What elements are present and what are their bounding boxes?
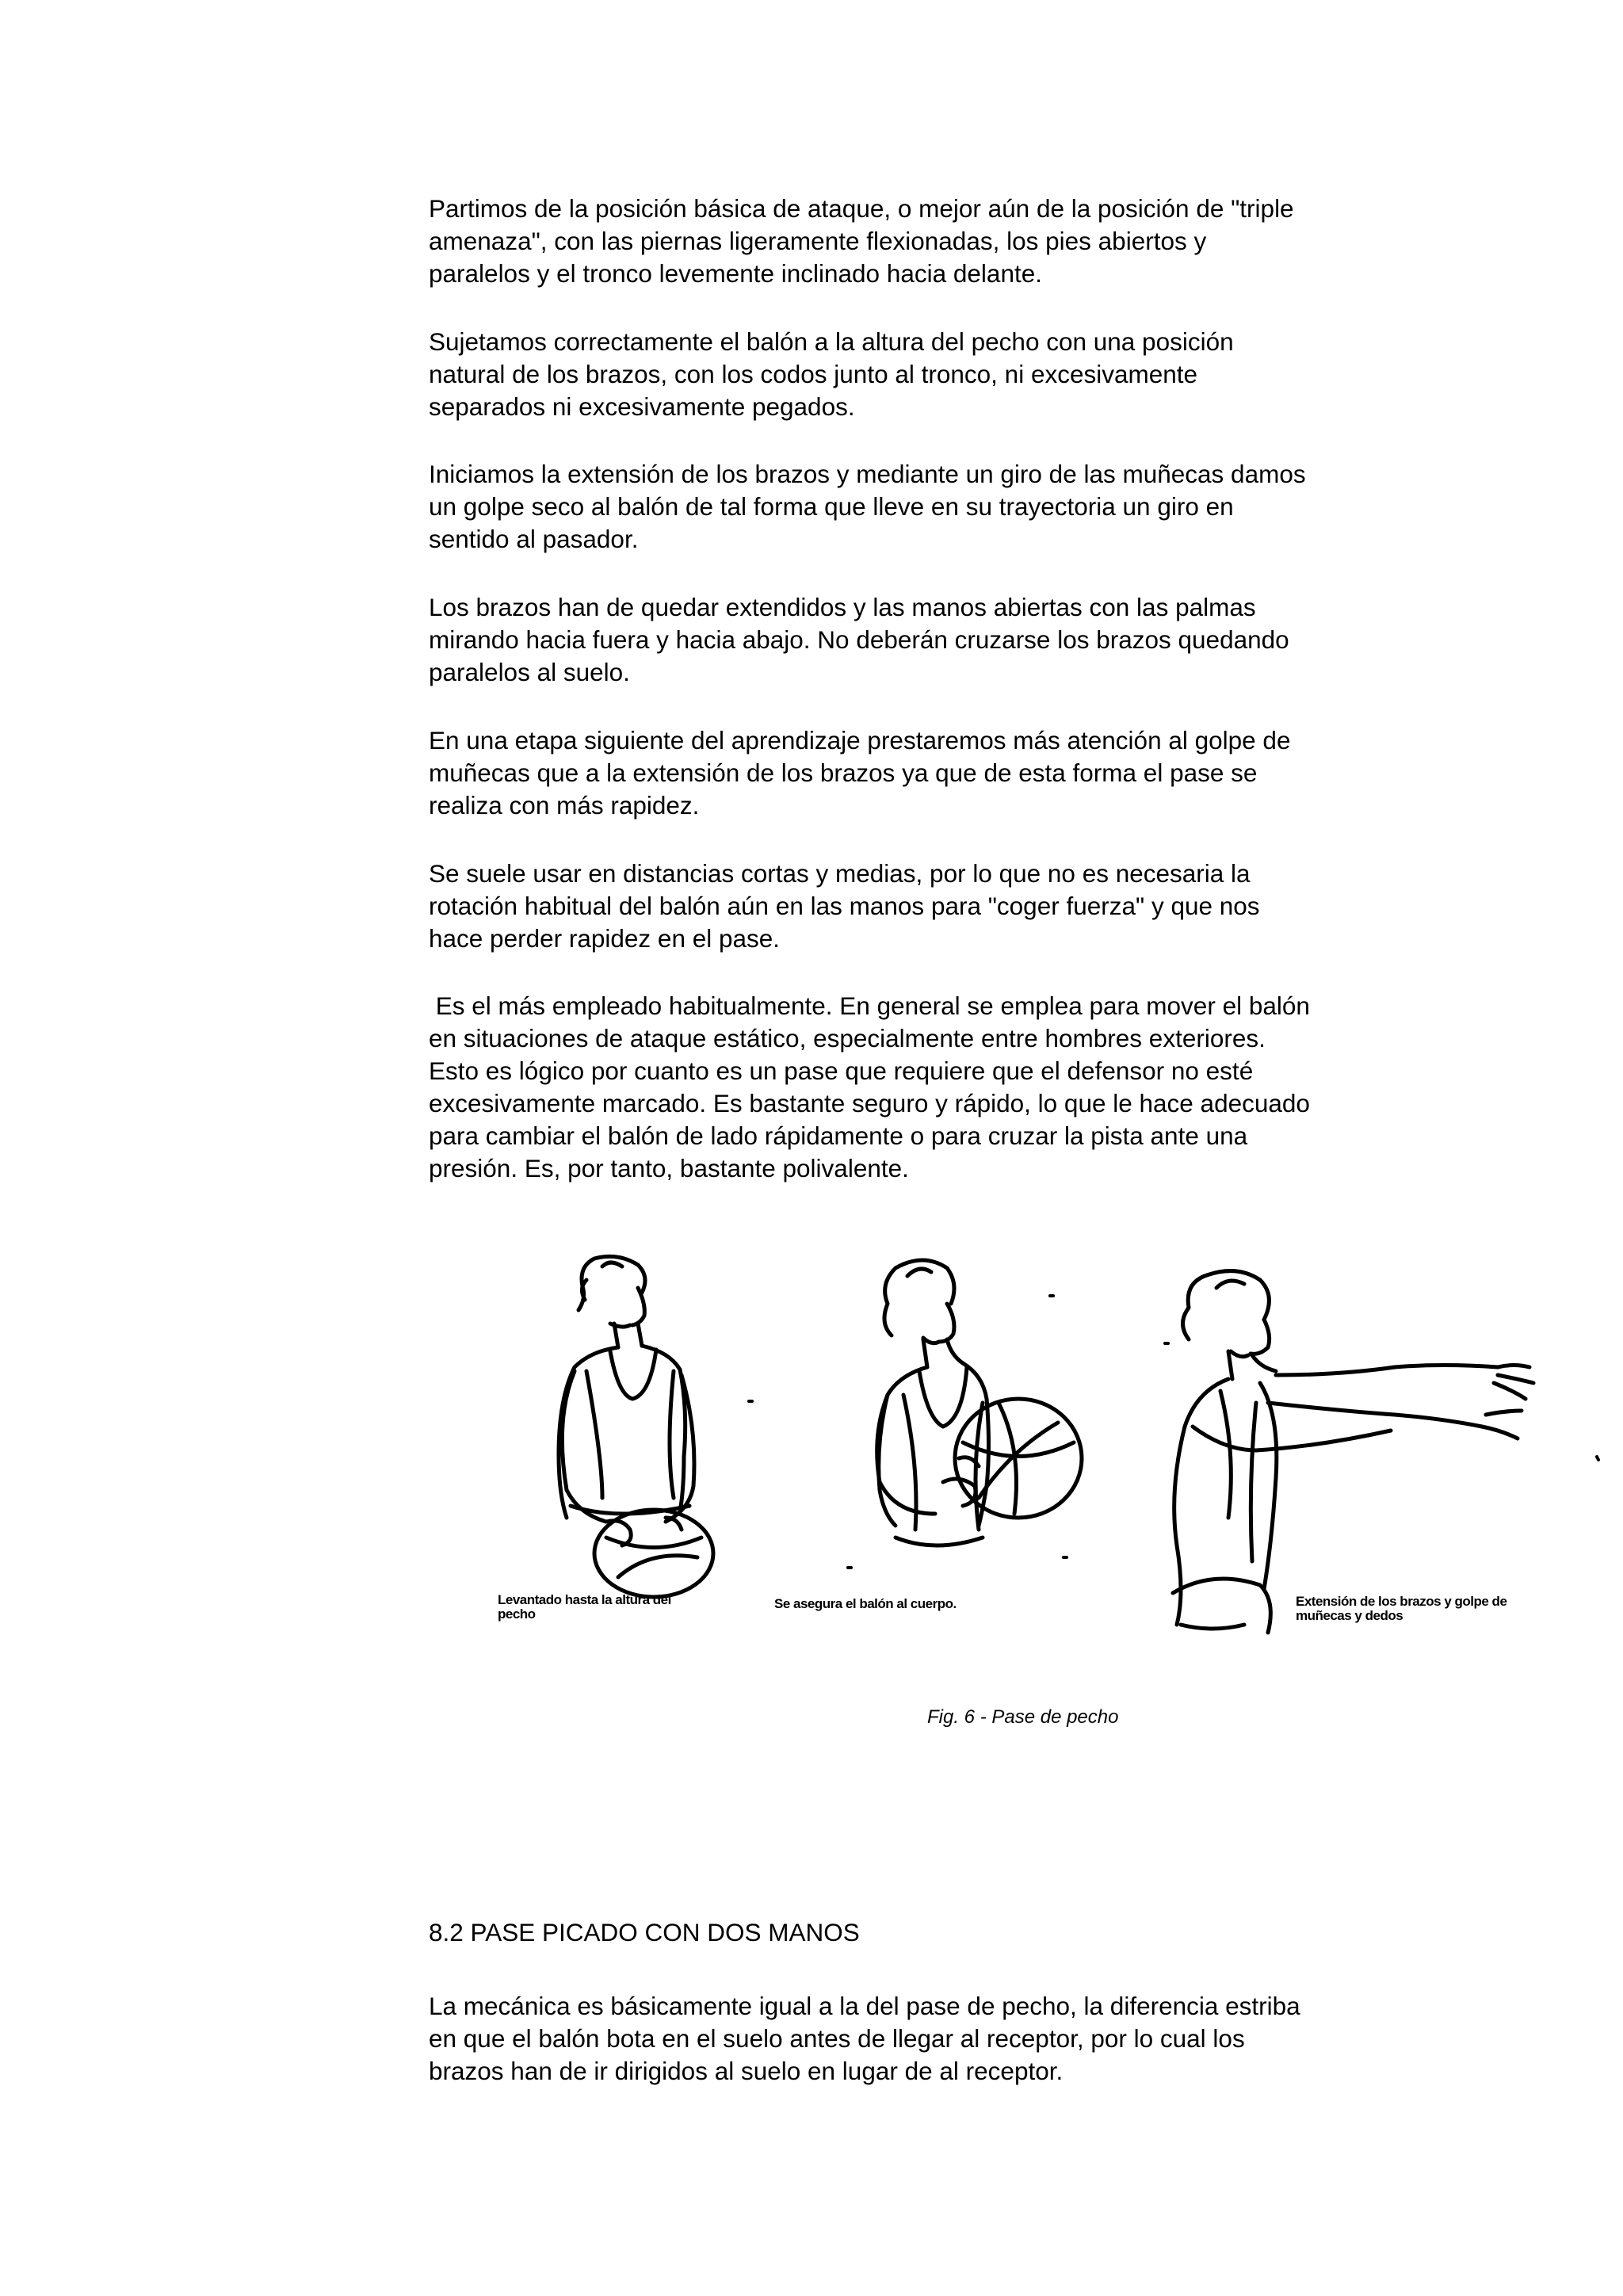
paragraph-triple-threat: Partimos de la posición básica de ataque, o mejor aún de la posición de "triple amenaza", con las piernas ligeramente flexionadas, los pies abiertos y paralelos y el tronco levemente inclinado hacia delante. — [429, 194, 1294, 288]
player-lifting-ball-drawing — [559, 1256, 713, 1597]
figure-label-extension: Extensión de los brazos y golpe de muñecas y dedos — [1296, 1594, 1507, 1623]
player-securing-ball-drawing — [877, 1260, 1082, 1545]
paragraph-bounce-pass: La mecánica es básicamente igual a la del pase de pecho, la diferencia estriba en que el balón bota en el suelo antes de llegar al receptor, por lo cual los brazos han de ir dirigidos al suelo en lugar de al receptor. — [429, 1992, 1300, 2085]
player-extending-arms-drawing — [1173, 1271, 1533, 1633]
paragraph-arms-extended: Los brazos han de quedar extendidos y las manos abiertas con las palmas mirando hacia fuera y hacia abajo. No deberán cruzarse los brazos quedando paralelos al suelo. — [429, 593, 1289, 686]
paragraph-most-used: Es el más empleado habitualmente. En general se emplea para mover el balón en situaciones de ataque estático, especialmente entre hombres exteriores. Esto es lógico por cuanto es un pase que requiere que el defensor no esté excesivamente marcado. Es bastante seguro y rápido, lo que le hace adecuado para cambiar el balón de lado rápidamente o para cruzar la pista ante una presión. Es, por tanto, bastante polivalente. — [429, 991, 1310, 1182]
figure-label-lift: Levantado hasta la altura del pecho — [498, 1592, 671, 1622]
paragraph-arm-extension: Iniciamos la extensión de los brazos y mediante un giro de las muñecas damos un golpe seco al balón de tal forma que lleve en su trayectoria un giro en sentido al pasador. — [429, 460, 1306, 553]
figure-label-secure: Se asegura el balón al cuerpo. — [774, 1596, 957, 1611]
chest-pass-figure — [475, 1244, 1601, 1672]
paragraph-distances: Se suele usar en distancias cortas y medias, por lo que no es necesaria la rotación habitual del balón aún en las manos para "coger fuerza" y que nos hace perder rapidez en el pase. — [429, 859, 1260, 953]
paragraph-hold-ball: Sujetamos correctamente el balón a la altura del pecho con una posición natural de los brazos, con los codos junto al tronco, ni excesivamente separados ni excesivamente pegados. — [429, 327, 1234, 421]
figure-caption: Fig. 6 - Pase de pecho — [927, 1706, 1119, 1728]
paragraph-learning-stage: En una etapa siguiente del aprendizaje prestaremos más atención al golpe de muñecas que a la extensión de los brazos ya que de esta forma el pase se realiza con más rapidez. — [429, 726, 1291, 819]
section-heading: 8.2 PASE PICADO CON DOS MANOS — [429, 1918, 860, 1946]
